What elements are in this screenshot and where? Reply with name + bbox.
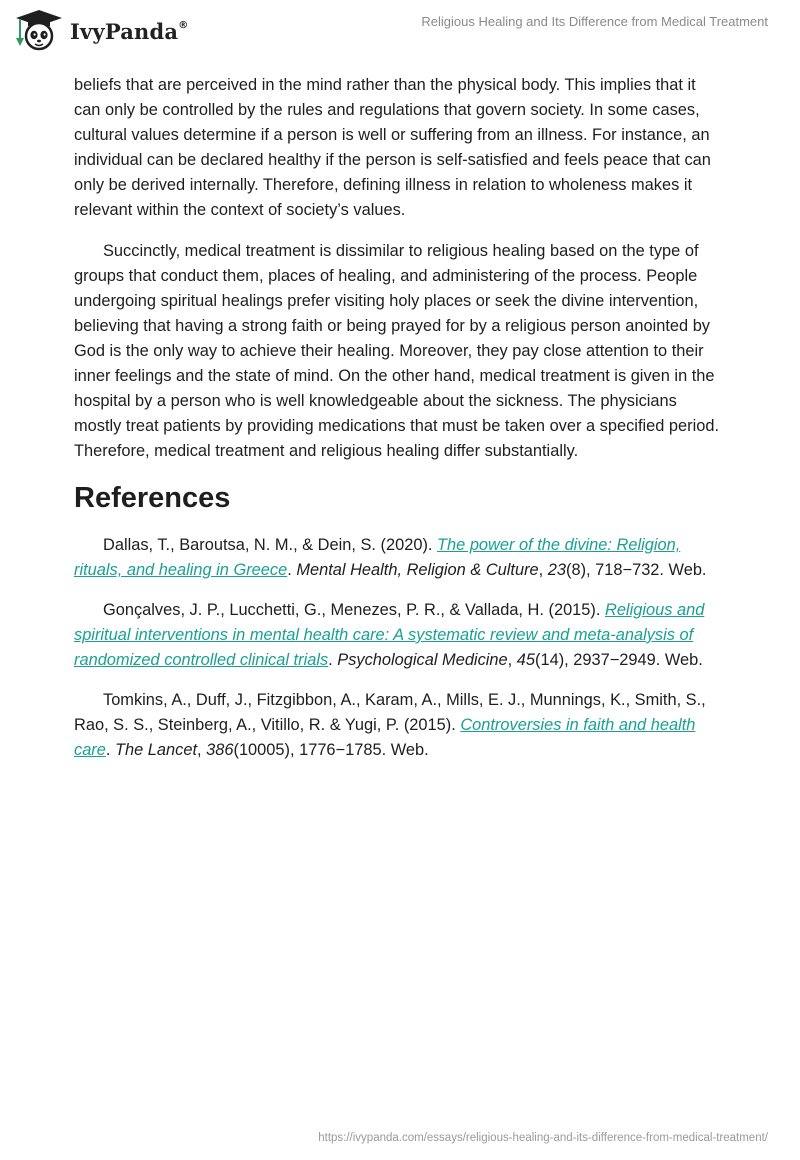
footer-url[interactable]: https://ivypanda.com/essays/religious-healing-and-its-difference-from-medical-treatment/ — [318, 1132, 768, 1144]
reference-pages: (8), 718−732. Web. — [566, 561, 707, 579]
reference-volume: 45 — [516, 651, 535, 669]
reference-journal: The Lancet — [115, 741, 198, 759]
ivypanda-logo[interactable] — [14, 8, 188, 52]
reference-title-link[interactable]: Controversies in faith and health care — [74, 716, 696, 759]
registered-mark: ® — [178, 19, 189, 31]
reference-volume: 386 — [206, 741, 234, 759]
reference-item: Dallas, T., Baroutsa, N. M., & Dein, S. (2020). The power of the divine: Religion, rituals, and healing in Greece. Mental Health, Religion & Culture, 23(8), 718−732. Web. — [74, 536, 707, 579]
reference-authors: Gonçalves, J. P., Lucchetti, G., Menezes, P. R., & Vallada, H. (2015). — [103, 601, 605, 619]
body-paragraph: Succinctly, medical treatment is dissimilar to religious healing based on the type of groups that conduct them, places of healing, and administering of the process. People undergoing spiritual healings prefer visiting holy places or seek the divine intervention, believing that having a strong faith or being prayed for by a religious person anointed by God is the only way to achieve their healing. Moreover, they pay close attention to their inner feelings and the state of mind. On the other hand, medical treatment is given in the hospital by a person who is well knowledgeable about the sickness. The physicians mostly treat patients by providing medications that must be taken over a specified period. Therefore, medical treatment and religious healing differ substantially. — [74, 242, 720, 460]
reference-authors: Dallas, T., Baroutsa, N. M., & Dein, S. (2020). — [103, 536, 438, 554]
reference-item: Gonçalves, J. P., Lucchetti, G., Menezes, P. R., & Vallada, H. (2015). Religious and spiritual interventions in mental health care: A systematic review and meta-analysis of randomized controlled clinical trials. Psychological Medicine, 45(14), 2937−2949. Web. — [74, 601, 705, 669]
panda-mascot-icon — [14, 8, 64, 52]
running-title: Religious Healing and Its Difference from Medical Treatment — [421, 14, 768, 29]
reference-pages: (14), 2937−2949. Web. — [535, 651, 703, 669]
page-header — [0, 0, 800, 66]
brand-name: IvyPanda® — [70, 18, 189, 44]
reference-journal: Mental Health, Religion & Culture — [296, 561, 539, 579]
body-paragraph: beliefs that are perceived in the mind rather than the physical body. This implies that it can only be controlled by the rules and regulations that govern society. In some cases, cultural values determine if a person is well or suffering from an illness. For instance, an individual can be declared healthy if the person is self-satisfied and feels peace that can only be derived internally. Therefore, defining illness in relation to wholeness makes it relevant within the context of society’s values. — [74, 76, 711, 219]
reference-volume: 23 — [547, 561, 567, 579]
reference-journal: Psychological Medicine — [337, 651, 508, 669]
reference-title-link[interactable]: Religious and spiritual interventions in mental health care: A systematic review and meta-analysis of randomized controlled clinical trials — [74, 601, 705, 669]
reference-item: Tomkins, A., Duff, J., Fitzgibbon, A., Karam, A., Mills, E. J., Munnings, K., Smith, S., Rao, S. S., Steinberg, A., Vitillo, R. & Yugi, P. (2015). Controversies in faith and health care. The Lancet, 386(10005), 1776−1785. Web. — [74, 691, 706, 759]
reference-pages: (10005), 1776−1785. Web. — [233, 741, 429, 759]
reference-title-link[interactable]: The power of the divine: Religion, rituals, and healing in Greece — [74, 536, 681, 579]
references-heading: References — [74, 482, 231, 514]
reference-authors: Tomkins, A., Duff, J., Fitzgibbon, A., Karam, A., Mills, E. J., Munnings, K., Smith, S., Rao, S. S., Steinberg, A., Vitillo, R. & Yugi, P. (2015). — [74, 691, 706, 734]
document-body — [74, 73, 726, 778]
